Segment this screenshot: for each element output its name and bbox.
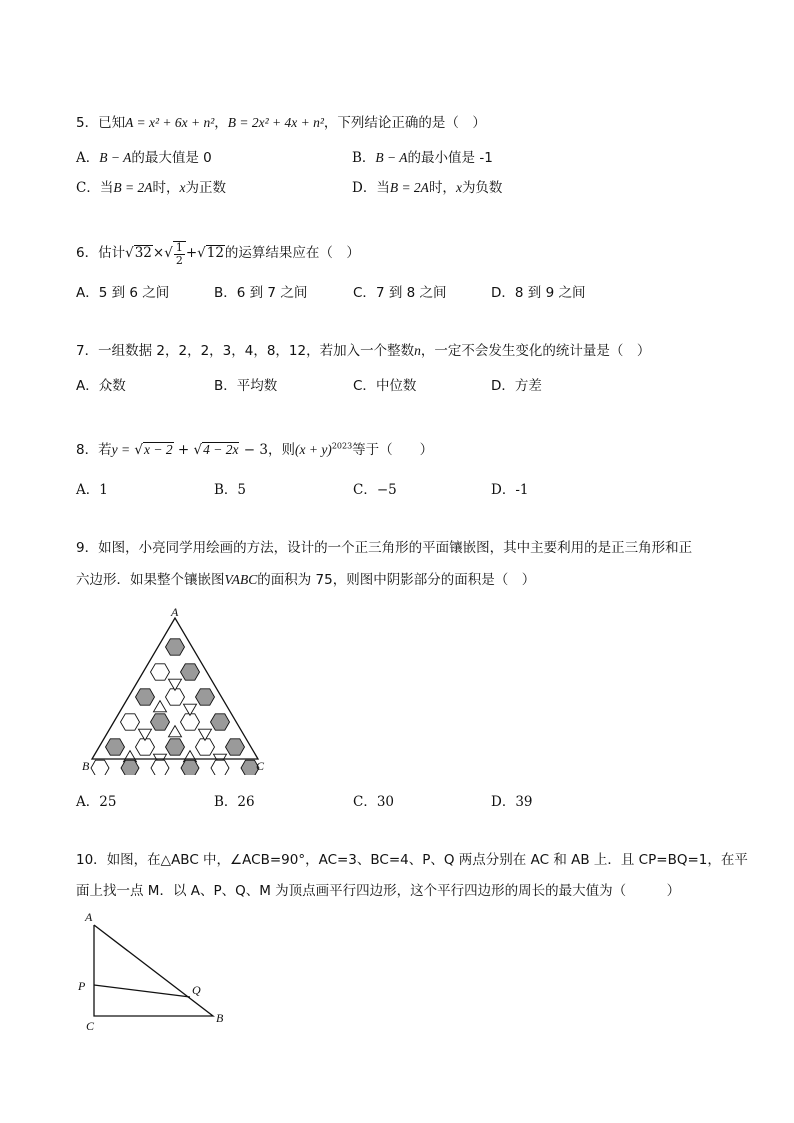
option-text: 众数 bbox=[98, 378, 126, 394]
q7-option-c[interactable] bbox=[353, 374, 416, 394]
q8-mid: ，则 bbox=[267, 442, 295, 458]
white-hexagon bbox=[151, 760, 169, 775]
q8-plus: + bbox=[177, 442, 190, 458]
q6-option-c[interactable] bbox=[353, 281, 447, 301]
option-text: 5 bbox=[237, 482, 247, 498]
option-label: D． bbox=[491, 285, 515, 301]
q9-tessellation-figure bbox=[80, 600, 270, 775]
q6-frac-num: 1 bbox=[175, 240, 183, 254]
option-text: 39 bbox=[515, 794, 533, 810]
q8-option-c[interactable] bbox=[353, 478, 397, 498]
q8-option-d[interactable] bbox=[491, 478, 528, 498]
q8-radicand-1: x − 2 bbox=[143, 442, 173, 457]
q8-exponent: 2023 bbox=[331, 441, 353, 451]
shaded-hexagon bbox=[121, 760, 139, 775]
q6-option-b[interactable] bbox=[214, 281, 307, 301]
q5-options-row1 bbox=[76, 146, 776, 166]
option-math: B = 2A bbox=[113, 180, 153, 195]
vertex-label-c: C bbox=[256, 759, 265, 773]
option-text: -1 bbox=[515, 482, 529, 498]
q9-stem-line2 bbox=[76, 564, 535, 596]
option-math: B − A bbox=[99, 150, 132, 165]
q9-number: 9． bbox=[76, 540, 99, 556]
q8-minus3: − 3 bbox=[243, 442, 268, 458]
point-label-c: C bbox=[86, 1019, 95, 1033]
q5-option-c[interactable] bbox=[76, 176, 226, 196]
white-hexagon bbox=[211, 760, 229, 775]
q8-stem bbox=[76, 435, 433, 465]
option-label: D． bbox=[491, 482, 516, 498]
tessellation-shapes bbox=[91, 639, 259, 775]
option-math: B = 2A bbox=[389, 180, 429, 195]
q5-sep: ， bbox=[214, 115, 228, 131]
option-text: 6 到 7 之间 bbox=[236, 285, 308, 301]
shaded-hexagon bbox=[106, 739, 125, 755]
option-text: 25 bbox=[99, 794, 117, 810]
q7-text-before: 一组数据 2，2，2，3，4，8，12，若加入一个整数 bbox=[98, 343, 415, 359]
sqrt-sign: √ bbox=[193, 442, 203, 458]
sqrt-sign: √ bbox=[164, 245, 173, 261]
q10-stem-line2 bbox=[76, 876, 680, 907]
q6-radicand-1: 32 bbox=[134, 245, 152, 261]
shaded-hexagon bbox=[211, 714, 230, 730]
sqrt-sign: √ bbox=[134, 442, 143, 458]
shaded-hexagon bbox=[181, 760, 199, 775]
q6-number: 6． bbox=[76, 245, 99, 261]
q10-line1: 如图，在△ABC 中，∠ACB=90°，AC=3、BC=4、P、Q 两点分别在 AC 和 AB 上．且 CP=BQ=1，在平 bbox=[106, 852, 748, 868]
q7-options bbox=[76, 374, 776, 394]
q5-option-a[interactable] bbox=[76, 146, 212, 166]
option-label: B． bbox=[214, 794, 238, 810]
sqrt-sign: √ bbox=[125, 245, 134, 261]
white-hexagon bbox=[121, 714, 140, 730]
q6-frac-den: 2 bbox=[175, 253, 183, 267]
q9-option-c[interactable] bbox=[353, 790, 394, 810]
q5-lead: 已知 bbox=[98, 115, 126, 131]
option-label: A． bbox=[76, 378, 99, 394]
option-label: D． bbox=[491, 794, 516, 810]
q5-options-row2 bbox=[76, 176, 776, 196]
q9-line1: 如图，小亮同学用绘画的方法，设计的一个正三角形的平面镶嵌图，其中主要利用的是正三角形和正 bbox=[98, 540, 693, 556]
option-text: 26 bbox=[237, 794, 255, 810]
option-text: 30 bbox=[376, 794, 395, 810]
q10-line2: 面上找一点 M．以 A、P、Q、M 为顶点画平行四边形，这个平行四边形的周长的最大值为（ ） bbox=[76, 883, 681, 899]
option-pre: 当 bbox=[376, 180, 390, 196]
q9-options bbox=[76, 790, 776, 810]
q9-stem-line1 bbox=[76, 533, 692, 564]
white-hexagon bbox=[151, 664, 170, 680]
option-text: 7 到 8 之间 bbox=[375, 285, 447, 301]
q5-option-b[interactable] bbox=[352, 146, 493, 166]
option-label: B． bbox=[214, 482, 238, 498]
point-label-b: B bbox=[216, 1011, 224, 1025]
option-label: B． bbox=[214, 285, 237, 301]
q7-text-after: ，一定不会发生变化的统计量是（ ） bbox=[420, 343, 651, 359]
option-text: −5 bbox=[376, 482, 397, 498]
q10-triangle-figure bbox=[70, 905, 240, 1035]
triangle-sides bbox=[94, 925, 213, 1016]
q6-options bbox=[76, 281, 776, 301]
option-mid: 时， bbox=[428, 180, 456, 196]
q10-number: 10． bbox=[76, 852, 107, 868]
point-label-p: P bbox=[78, 979, 86, 993]
option-label: C． bbox=[353, 794, 377, 810]
q10-stem-line1 bbox=[76, 845, 748, 876]
q6-stem bbox=[76, 238, 360, 268]
q9-line2-after: 的面积为 75，则图中阴影部分的面积是（ ） bbox=[257, 572, 536, 588]
q6-tail: 的运算结果应在（ ） bbox=[224, 245, 360, 261]
option-label: C． bbox=[353, 378, 376, 394]
option-label: B． bbox=[352, 150, 376, 166]
white-hexagon bbox=[91, 760, 109, 775]
vertex-label-b: B bbox=[82, 759, 90, 773]
option-text: 平均数 bbox=[236, 378, 278, 394]
option-label: A． bbox=[76, 150, 100, 166]
q7-var: n bbox=[414, 343, 421, 358]
option-text: 的最小值是 -1 bbox=[407, 150, 493, 166]
q7-option-d[interactable] bbox=[491, 374, 542, 394]
q7-stem bbox=[76, 335, 650, 367]
q7-number: 7． bbox=[76, 343, 99, 359]
shaded-hexagon bbox=[136, 689, 155, 705]
option-text: 为正数 bbox=[185, 180, 226, 196]
option-label: B． bbox=[214, 378, 237, 394]
q8-option-b[interactable] bbox=[214, 478, 246, 498]
q8-tail: 等于（ ） bbox=[352, 442, 434, 458]
q5-stem bbox=[76, 107, 486, 139]
q8-power-base: (x + y) bbox=[294, 442, 332, 457]
shaded-hexagon bbox=[196, 689, 215, 705]
white-triangle bbox=[154, 701, 167, 712]
q7-option-a[interactable] bbox=[76, 374, 126, 394]
q9-triangle-name: VABC bbox=[224, 572, 258, 587]
q5-expr-a: A = x² + 6x + n² bbox=[125, 115, 215, 130]
q8-radicand-2: 4 − 2x bbox=[203, 442, 239, 457]
q9-line2-before: 六边形．如果整个镶嵌图 bbox=[76, 572, 225, 588]
option-text: 为负数 bbox=[461, 180, 503, 196]
q9-option-b[interactable] bbox=[214, 790, 255, 810]
option-label: A． bbox=[76, 482, 100, 498]
option-text: 的最大值是 0 bbox=[131, 150, 212, 166]
q6-radicand-2: 12 bbox=[206, 245, 224, 261]
option-label: D． bbox=[352, 180, 377, 196]
shaded-hexagon bbox=[226, 739, 245, 755]
shaded-hexagon bbox=[181, 664, 200, 680]
option-label: A． bbox=[76, 285, 99, 301]
q6-fraction bbox=[173, 241, 186, 267]
option-label: C． bbox=[353, 285, 376, 301]
point-label-a: A bbox=[85, 910, 93, 924]
white-triangle bbox=[169, 726, 182, 737]
option-mid: 时， bbox=[152, 180, 180, 196]
option-text: 1 bbox=[99, 482, 108, 498]
q6-plus: + bbox=[185, 245, 198, 261]
option-label: D． bbox=[491, 378, 515, 394]
q8-expr-start: y = bbox=[111, 442, 131, 457]
q9-option-a[interactable] bbox=[76, 790, 116, 810]
option-pre: 当 bbox=[99, 180, 114, 196]
q7-option-b[interactable] bbox=[214, 374, 277, 394]
option-text: 方差 bbox=[514, 378, 542, 394]
q5-tail: ，下列结论正确的是（ ） bbox=[323, 115, 486, 131]
point-label-q: Q bbox=[192, 983, 201, 997]
q8-lead: 若 bbox=[98, 442, 112, 458]
option-var: x bbox=[455, 180, 462, 195]
q6-option-a[interactable] bbox=[76, 281, 169, 301]
option-math: B − A bbox=[375, 150, 408, 165]
shaded-hexagon bbox=[166, 639, 185, 655]
vertex-label-a: A bbox=[171, 605, 179, 619]
q6-lead: 估计 bbox=[98, 245, 126, 261]
shaded-hexagon bbox=[166, 739, 185, 755]
option-label: C． bbox=[353, 482, 377, 498]
q9-option-d[interactable] bbox=[491, 790, 533, 810]
q6-option-d[interactable] bbox=[491, 281, 585, 301]
q8-number: 8． bbox=[76, 442, 99, 458]
q5-expr-b: B = 2x² + 4x + n² bbox=[227, 115, 324, 130]
option-text: 8 到 9 之间 bbox=[514, 285, 586, 301]
option-text: 中位数 bbox=[375, 378, 417, 394]
shaded-hexagon bbox=[151, 714, 170, 730]
q5-option-d[interactable] bbox=[352, 176, 502, 196]
option-label: A． bbox=[76, 794, 100, 810]
q8-option-a[interactable] bbox=[76, 478, 108, 498]
q5-number: 5． bbox=[76, 115, 99, 131]
option-var: x bbox=[179, 180, 186, 195]
option-label: C． bbox=[76, 180, 100, 196]
q6-times: × bbox=[152, 245, 165, 261]
q8-options bbox=[76, 478, 776, 498]
sqrt-sign: √ bbox=[197, 245, 206, 261]
option-text: 5 到 6 之间 bbox=[98, 285, 170, 301]
